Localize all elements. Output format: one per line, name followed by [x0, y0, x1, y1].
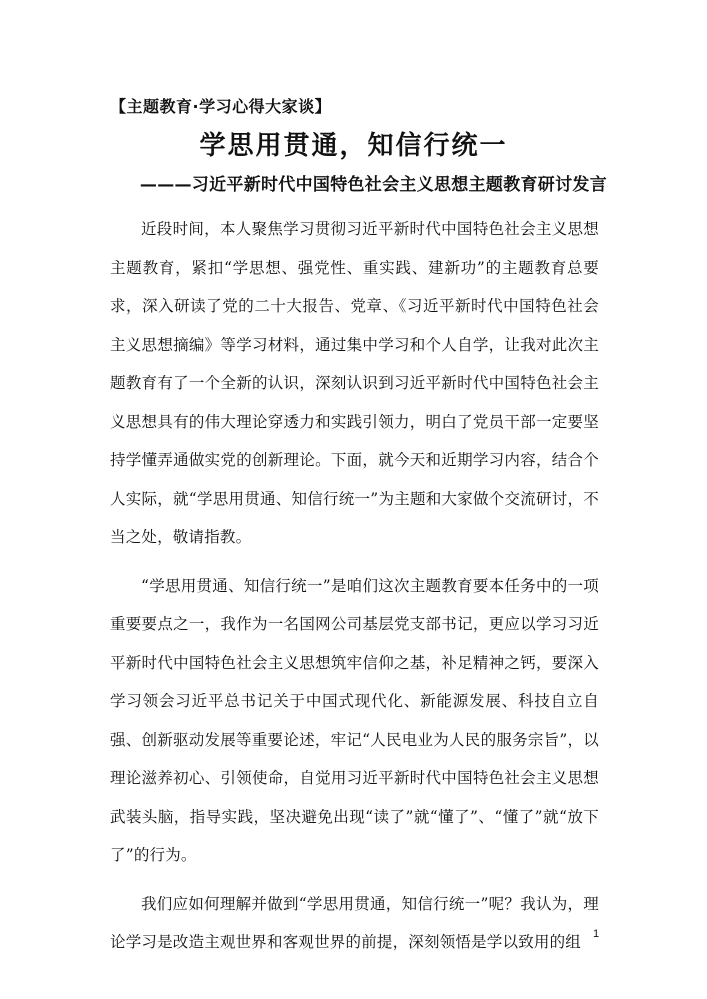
- article-body: [110, 210, 599, 972]
- article-title: 学思用贯通，知信行统一: [199, 131, 508, 161]
- paragraph-1: 近段时间，本人聚焦学习贯彻习近平新时代中国特色社会主义思想主题教育，紧扣“学思想、强党性、重实践、建新功”的主题教育总要求，深入研读了党的二十大报告、党章、《习近平新时代中国特色社会主义思想摘编》等学习材料，通过集中学习和个人自学，让我对此次主题教育有了一个全新的认识，深刻认识到习近平新时代中国特色社会主义思想具有的伟大理论穿透力和实践引领力，明白了党员干部一定要坚持学懂弄通做实党的创新理论。下面，就今天和近期学习内容，结合个人实际，就“学思用贯通、知信行统一”为主题和大家做个交流研讨，不当之处，敬请指教。: [110, 220, 599, 546]
- paragraph-3: 我们应如何理解并做到“学思用贯通，知信行统一”呢？我认为，理论学习是改造主观世界和客观世界的前提，深刻领悟是学以致用的组: [110, 894, 599, 951]
- page-number: 1: [593, 928, 600, 940]
- paragraph-2: “学思用贯通、知信行统一”是咱们这次主题教育要本任务中的一项重要要点之一，我作为一名国网公司基层党支部书记，更应以学习习近平新时代中国特色社会主义思想筑牢信仰之基，补足精神之钙，要深入学习领会习近平总书记关于中国式现代化、新能源发展、科技自立自强、创新驱动发展等重要论述，牢记“人民电业为人民的服务宗旨”，以理论滋养初心、引领使命，自觉用习近平新时代中国特色社会主义思想武装头脑，指导实践，坚决避免出现“读了”就“懂了”、“懂了”就“放下了”的行为。: [110, 576, 599, 864]
- article-subtitle: ———习近平新时代中国特色社会主义思想主题教育研讨发言: [139, 175, 607, 195]
- column-tag: 【主题教育·学习心得大家谈】: [110, 97, 332, 116]
